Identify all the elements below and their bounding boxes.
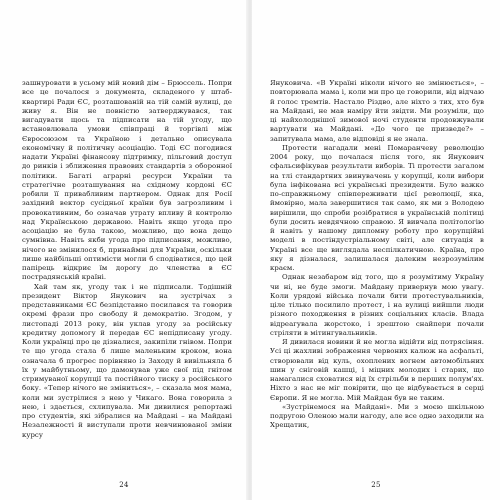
left-page	[0, 0, 248, 500]
paragraph: Я дивилася новини й не могла відійти від потрясіння. Усі ці жахливі зображення червоних калюж на асфальті, створювали від куль, охоплених вогнем автомобільних шин у сніговій кашці, і міцних молодих і старих, що намагалися сховатися від їх стрільби в перших полум'ях. Ніхто з нас не міг повірити, що це відбувається в серці Європи. Я не могла. Мій Майдан був не таким.	[270, 338, 484, 402]
paragraph: Однак незабаром від того, що я розумітиму Україну чи ні, не буде змоги. Майдану привернув мою увагу. Коли урядові війська почали бити протестувальників, ціле тілько посилило протест, і на вулиці вийшли люди різного походження в різних соціальних класів. Влада відреагувала жорстоко, і зрештою снайпери почали стріляти в мітингувальників.	[270, 273, 484, 337]
paragraph: «Зустрінемося на Майдані». Ми з моєю шкільною подругою Оленою мали нагоду, але все одно заходили на Хрещатик,	[270, 402, 484, 430]
page-number: 25	[371, 481, 381, 489]
left-page-text	[22, 79, 232, 440]
right-page-text	[270, 79, 484, 431]
paragraph: Януковича. «В Україні ніколи нічого не змінюється», – повторювала мама і, коли ми про це говорили, від відчаю й голос тремтів. Настало Різдво, але ніхто з тих, хто був на Майдані, не мав наміру йти звідти. Ми розуміли, що ці найхолоднішої зимової ночі студенти продовжували вартувати на Майдані. «До чого це призведе?» – запитувала мама, але відповіді я не знала.	[270, 79, 484, 143]
paragraph: Хай там як, угоду так і не підписали. Тодішній президент Віктор Янукович на зустрічах з представниками ЄС безпідставно посилався та говорив окремі фрази про свободу й демократію. Згодом, у листопаді 2013 року, він уклав угоду за російську кредитну допомогу й передав ЄС непідписану угоду. Коли українці про це дізналися, закипіли гнівом. Попри те що угода стала б лише маленьким кроком, вона означала б прогрес порівняно із Заходу й вивільняла б їх у майбутньому, що дамонував уже свої під гнітом стримуваної корупції та постійного тиску з російського боку. «Тепер нічого не зміниться», – сказала моя мама, коли ми зустрілися з нею у Чикаго. Вона говорила з нею, і здається, схлипувала. Ми дивилися репортажі про студентів, які зібралися на Майдані – на Майдані Незалежності й виступали проти невчинюваної зміни курсу	[22, 282, 232, 439]
right-page	[252, 0, 500, 500]
page-number: 24	[119, 481, 129, 489]
paragraph: Протести нагадали мені Помаранчеву революцію 2004 року, що почалася після того, як Янукович сфальсифікував результати виборів. Ті протести загалом на тлі стандартних звинувачень у корупції, коли вибори була інфікована всі українські президенти. Було важко по-справжньому співпереживати цієї революції, яка, ймовірно, мала завершитися так само, як ми з Володею вирішили, що спроби розібратися в українській політиці були досить невдячною справою. Я вивчала політологію й навіть у нашому дипломну роботу про корупційні моделі в постіндустріальному світі, але ситуація в Україні все ще виглядала неспілкатичною. Країна, про яку я дізналася, залишалася далеким незрозумілим краєм.	[270, 143, 484, 272]
paragraph: зашнуровати в усьому мій новий дім – Брюссель. Попри все це почалося з документа, складеного у штаб-квартирі Ради ЄС, розташованій на тій самій вулиці, де живу я. Він не повністю затверджувався, так вигадувати щось та підписати на тій угоду, що встановлювала умови співпраці й торгівлі між Євросоюзом та Україною і детально описувала економічну й політичну асоціацію. Тоді ЄС погодився надати Україні фінансову підтримку, пільговий доступ до ринків і зближення правових стандартів з оборонної політики. Багаті аграрні ресурси України та стратегічне розташування на східному кордоні ЄС робили її привабливим партнером. Однак для Росії західний вектор сусідньої країни був загрозливим і провокативним, бо означав утрату впливу й контролю над Українською державою. Навіть якщо угода про асоціацію не була такою, можливо, що вона дещо сумнівна. Навіть якби угода про підписання, можливо, нічого не змінилося б, принаймні для України, оскільки лише найбільші оптимісти могли б сподіватися, що цей папірець відкриє їм дорогу до членства в ЄС пострадянській країні.	[22, 79, 232, 282]
